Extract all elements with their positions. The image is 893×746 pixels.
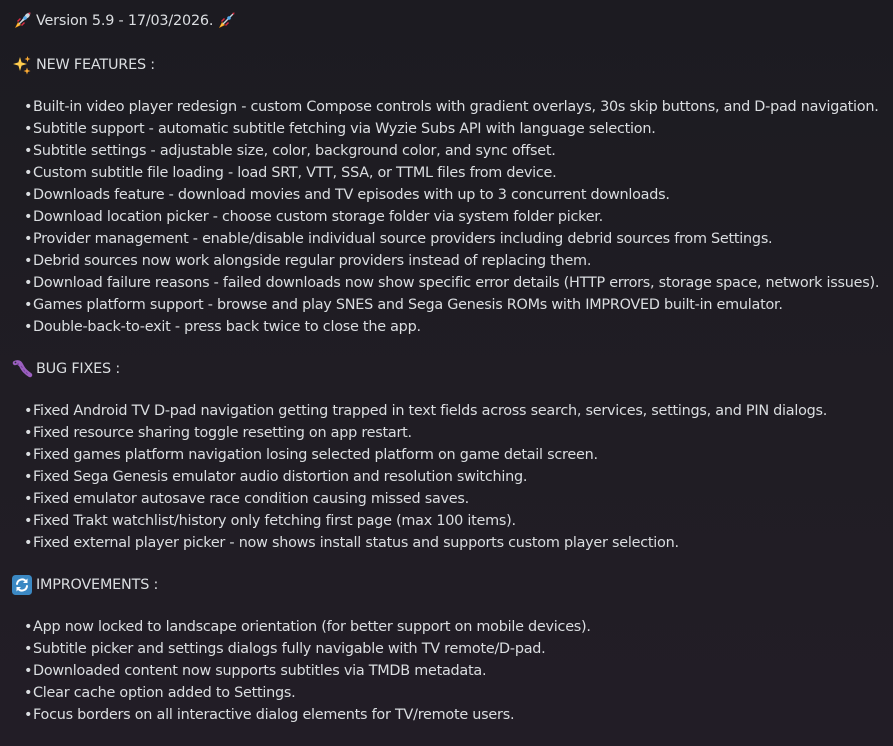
list-item-text: Clear cache option added to Settings.	[33, 685, 296, 701]
list-item	[24, 488, 891, 510]
bullet-dot: •	[24, 319, 33, 335]
list-item	[24, 184, 891, 206]
list-item-text: App now locked to landscape orientation (for better support on mobile devices).	[33, 619, 591, 635]
section-label: NEW FEATURES :	[36, 57, 155, 73]
list-item	[24, 660, 891, 682]
list-item-text: Built-in video player redesign - custom Compose controls with gradient overlays, 30s skip buttons, and D-pad navigation.	[33, 99, 879, 115]
section-label: IMPROVEMENTS :	[36, 577, 159, 593]
list-item	[24, 272, 891, 294]
worm-icon	[11, 358, 33, 380]
list-item	[24, 96, 891, 118]
refresh-icon	[11, 574, 33, 596]
list-item-text: Double-back-to-exit - press back twice to close the app.	[33, 319, 421, 335]
bullet-dot: •	[24, 663, 33, 679]
list-item	[24, 400, 891, 422]
section-header-improvements	[11, 572, 891, 598]
bullet-dot: •	[24, 535, 33, 551]
list-item-text: Download location picker - choose custom storage folder via system folder picker.	[33, 209, 603, 225]
section-label: BUG FIXES :	[36, 361, 120, 377]
new-features-list	[11, 96, 891, 338]
bullet-dot: •	[24, 209, 33, 225]
rocket-icon	[11, 10, 33, 32]
list-item	[24, 206, 891, 228]
list-item-text: Downloads feature - download movies and TV episodes with up to 3 concurrent downloads.	[33, 187, 670, 203]
bullet-dot: •	[24, 685, 33, 701]
list-item	[24, 422, 891, 444]
list-item-text: Subtitle settings - adjustable size, color, background color, and sync offset.	[33, 143, 556, 159]
bullet-dot: •	[24, 99, 33, 115]
list-item	[24, 162, 891, 184]
list-item	[24, 228, 891, 250]
list-item-text: Fixed games platform navigation losing selected platform on game detail screen.	[33, 447, 598, 463]
bullet-dot: •	[24, 253, 33, 269]
bullet-dot: •	[24, 187, 33, 203]
bullet-dot: •	[24, 707, 33, 723]
bullet-dot: •	[24, 231, 33, 247]
list-item	[24, 704, 891, 726]
list-item-text: Fixed Android TV D-pad navigation getting trapped in text fields across search, services, settings, and PIN dialogs.	[33, 403, 828, 419]
bullet-dot: •	[24, 641, 33, 657]
list-item	[24, 140, 891, 162]
bullet-dot: •	[24, 121, 33, 137]
list-item-text: Provider management - enable/disable individual source providers including debrid sources from Settings.	[33, 231, 773, 247]
bullet-dot: •	[24, 425, 33, 441]
improvements-list	[11, 616, 891, 726]
list-item-text: Fixed emulator autosave race condition causing missed saves.	[33, 491, 469, 507]
bug-fixes-list	[11, 400, 891, 554]
section-header-bug-fixes	[11, 356, 891, 382]
bullet-dot: •	[24, 619, 33, 635]
list-item	[24, 532, 891, 554]
list-item	[24, 638, 891, 660]
list-item	[24, 118, 891, 140]
list-item	[24, 466, 891, 488]
bullet-dot: •	[24, 513, 33, 529]
list-item-text: Fixed Sega Genesis emulator audio distortion and resolution switching.	[33, 469, 528, 485]
list-item-text: Games platform support - browse and play SNES and Sega Genesis ROMs with IMPROVED built-in emulator.	[33, 297, 783, 313]
list-item	[24, 294, 891, 316]
list-item-text: Debrid sources now work alongside regular providers instead of replacing them.	[33, 253, 592, 269]
list-item	[24, 616, 891, 638]
bullet-dot: •	[24, 403, 33, 419]
bullet-dot: •	[24, 275, 33, 291]
list-item-text: Download failure reasons - failed downloads now show specific error details (HTTP errors, storage space, network issues).	[33, 275, 880, 291]
list-item-text: Fixed resource sharing toggle resetting on app restart.	[33, 425, 412, 441]
bullet-dot: •	[24, 297, 33, 313]
list-item-text: Fixed Trakt watchlist/history only fetching first page (max 100 items).	[33, 513, 516, 529]
list-item	[24, 510, 891, 532]
rocket-icon	[215, 10, 237, 32]
sparkles-icon	[11, 54, 33, 76]
bullet-dot: •	[24, 491, 33, 507]
list-item-text: Custom subtitle file loading - load SRT, VTT, SSA, or TTML files from device.	[33, 165, 557, 181]
changelog-message	[11, 8, 891, 726]
list-item	[24, 316, 891, 338]
version-title-text: Version 5.9 - 17/03/2026.	[36, 13, 214, 29]
list-item-text: Subtitle picker and settings dialogs fully navigable with TV remote/D-pad.	[33, 641, 546, 657]
section-header-new-features	[11, 52, 891, 78]
list-item	[24, 250, 891, 272]
list-item-text: Focus borders on all interactive dialog elements for TV/remote users.	[33, 707, 515, 723]
bullet-dot: •	[24, 447, 33, 463]
bullet-dot: •	[24, 469, 33, 485]
list-item-text: Fixed external player picker - now shows install status and supports custom player selection.	[33, 535, 679, 551]
version-title	[11, 8, 891, 34]
list-item	[24, 444, 891, 466]
list-item-text: Subtitle support - automatic subtitle fetching via Wyzie Subs API with language selection.	[33, 121, 656, 137]
list-item-text: Downloaded content now supports subtitles via TMDB metadata.	[33, 663, 487, 679]
bullet-dot: •	[24, 165, 33, 181]
bullet-dot: •	[24, 143, 33, 159]
list-item	[24, 682, 891, 704]
